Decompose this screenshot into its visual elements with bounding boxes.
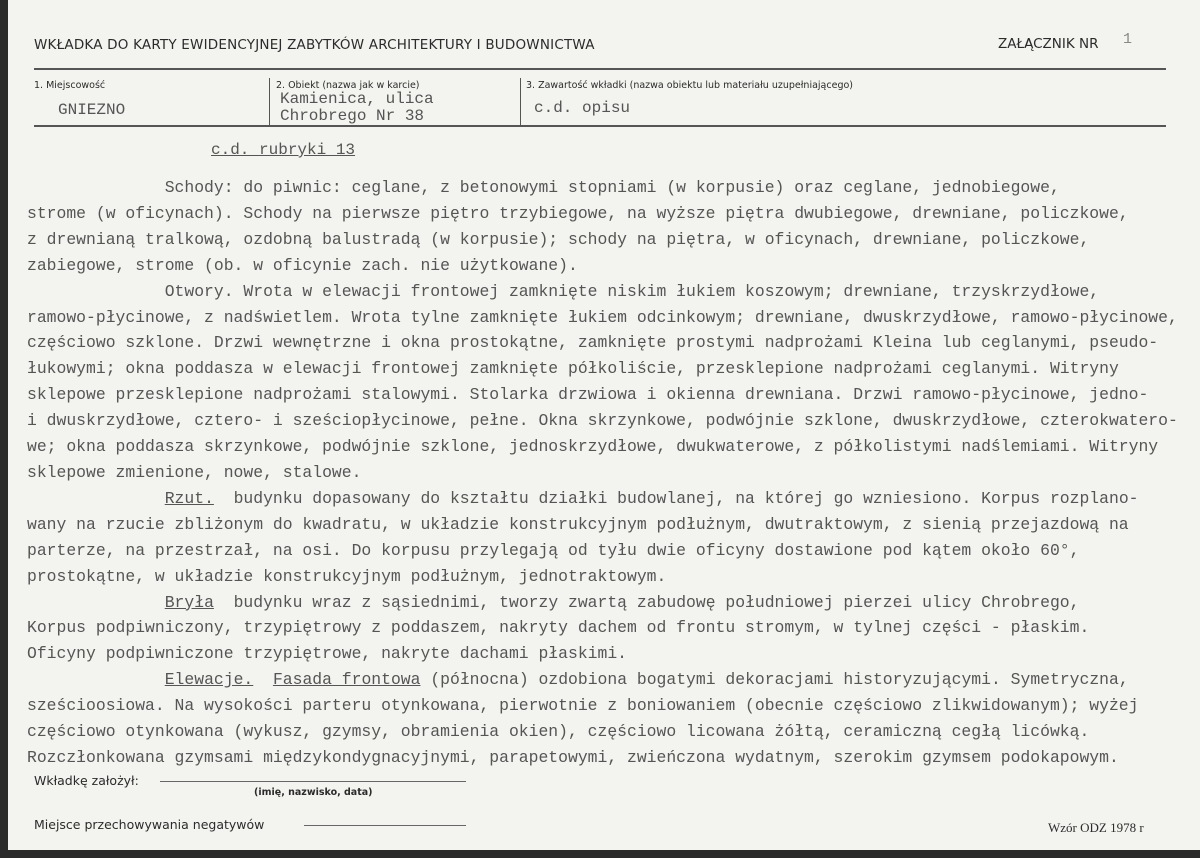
underlined-heading: Bryła	[164, 592, 214, 612]
section-heading: c.d. rubryki 13	[211, 141, 356, 159]
field-divider	[520, 78, 521, 126]
text-line: łukowymi; okna poddasza w elewacji frontowej zamknięte półkoliście, przesklepione nadprożami ceglanymi. Witryny	[27, 359, 1119, 379]
text-line: strome (w oficynach). Schody na pierwsze piętro trzybiegowe, na wyższe piętra dwubiegowe, drewniane, policzkowe,	[27, 203, 1129, 223]
negatives-line	[304, 825, 466, 826]
text-line: ramowo-płycinowe, z nadświetlem. Wrota tylne zamknięte łukiem odcinkowym; drewniane, dwuskrzydłowe, ramowo-płycinowe,	[27, 307, 1178, 327]
text-line: zabiegowe, strome (ob. w oficynie zach. nie użytkowane).	[27, 255, 578, 275]
text-line: Schody: do piwnic: ceglane, z betonowymi stopniami (w korpusie) oraz ceglane, jednobiegowe,	[27, 178, 1060, 197]
text-line: i dwuskrzydłowe, cztero- i sześciopłycinowe, pełne. Okna skrzynkowe, podwójnie szklone, dwuskrzydłowe, czterokwatero-	[27, 411, 1178, 431]
text-segment: budynku dopasowany do kształtu działki budowlanej, na której go wzniesiono. Korpus rozplano-	[213, 488, 1139, 508]
negatives-label: Miejsce przechowywania negatywów	[34, 817, 265, 832]
created-by-label: Wkładkę założył:	[34, 773, 139, 788]
text-line: częściowo otynkowana (wykusz, gzymsy, obramienia okien), częściowo licowana żółtą, ceramiczną cegłą licówką.	[27, 722, 1090, 742]
text-segment: (północna) ozdobiona bogatymi dekoracjami historyzującymi. Symetryczna,	[420, 670, 1129, 690]
created-by-hint: (imię, nazwisko, data)	[254, 787, 373, 798]
document-sheet	[8, 0, 1200, 850]
text-line: z drewnianą tralkową, ozdobną balustradą (w korpusie); schody na piętra, w oficynach, drewniane, policzkowe,	[27, 229, 1090, 249]
text-segment	[27, 593, 165, 612]
object-label: 2. Obiekt (nazwa jak w karcie)	[276, 80, 420, 91]
text-segment	[27, 670, 165, 689]
text-segment	[27, 489, 165, 508]
underlined-heading: Elewacje.	[164, 670, 254, 690]
text-segment: budynku wraz z sąsiednimi, tworzy zwartą zabudowę południowej pierzei ulicy Chrobrego,	[213, 592, 1080, 612]
text-line	[27, 590, 1178, 616]
text-line	[27, 486, 1178, 512]
underlined-heading: Rzut.	[164, 488, 214, 508]
text-line: sklepowe przesklepione nadprożami stalowymi. Stolarka drzwiowa i okienna drewniana. Drzwi ramowo-płycinowe, jedno-	[27, 385, 1149, 405]
annex-number: 1	[1123, 31, 1133, 48]
place-label: 1. Miejscowość	[34, 80, 106, 91]
annex-label: ZAŁĄCZNIK NR	[998, 36, 1099, 52]
content-value: c.d. opisu	[534, 99, 631, 117]
text-line: we; okna poddasza skrzynkowe, podwójnie szklone, jednoskrzydłowe, dwukwaterowe, z półkolistymi nadślemiami. Witryny	[27, 437, 1159, 457]
underlined-heading: Fasada frontowa	[272, 670, 421, 690]
place-value: GNIEZNO	[58, 101, 126, 119]
content-label: 3. Zawartość wkładki (nazwa obiektu lub materiału uzupełniającego)	[526, 80, 853, 91]
text-line: Oficyny podpiwniczone trzypiętrowe, nakryte dachami płaskimi.	[27, 644, 627, 664]
text-line: Korpus podpiwniczony, trzypiętrowy z poddaszem, nakryty dachem od frontu stromym, w tylnej części - płaskim.	[27, 618, 1090, 638]
text-line: parterze, na przestrzał, na osi. Do korpusu przylegają od tyłu dwie oficyny dostawione pod kątem około 60°,	[27, 540, 1080, 560]
form-version: Wzór ODZ 1978 r	[1048, 820, 1144, 835]
text-line: prostokątne, w układzie konstrukcyjnym podłużnym, jednotraktowym.	[27, 566, 667, 586]
field-divider	[269, 78, 270, 126]
top-rule	[34, 68, 1166, 70]
text-line: Rozczłonkowana gzymsami międzykondygnacyjnymi, parapetowymi, zwieńczona wydatnym, szerokim gzymsem podokapowym.	[27, 747, 1119, 767]
signature-line	[160, 781, 466, 782]
text-line: sześcioosiowa. Na wysokości parteru otynkowana, pierwotnie z boniowaniem (obecnie częściowo zlikwidowanym); wyżej	[27, 696, 1139, 716]
text-line: Otwory. Wrota w elewacji frontowej zamknięte niskim łukiem koszowym; drewniane, trzyskrzydłowe,	[27, 281, 1100, 301]
text-line: sklepowe zmienione, nowe, stalowe.	[27, 462, 362, 482]
object-value-line1: Kamienica, ulica	[280, 90, 434, 108]
text-line	[27, 667, 1178, 693]
bottom-rule	[34, 125, 1166, 127]
form-title: WKŁADKA DO KARTY EWIDENCYJNEJ ZABYTKÓW ARCHITEKTURY I BUDOWNICTWA	[34, 37, 595, 53]
object-value-line2: Chrobrego Nr 38	[280, 107, 425, 125]
description-body	[27, 175, 1178, 771]
text-line: częściowo szklone. Drzwi wewnętrzne i okna prostokątne, zamknięte prostymi nadprożami Kleina lub ceglanymi, pseudo-	[27, 333, 1159, 353]
text-segment	[253, 670, 273, 689]
text-line: wany na rzucie zbliżonym do kwadratu, w układzie konstrukcyjnym podłużnym, dwutraktowym, z sienią przejazdową na	[27, 514, 1129, 534]
